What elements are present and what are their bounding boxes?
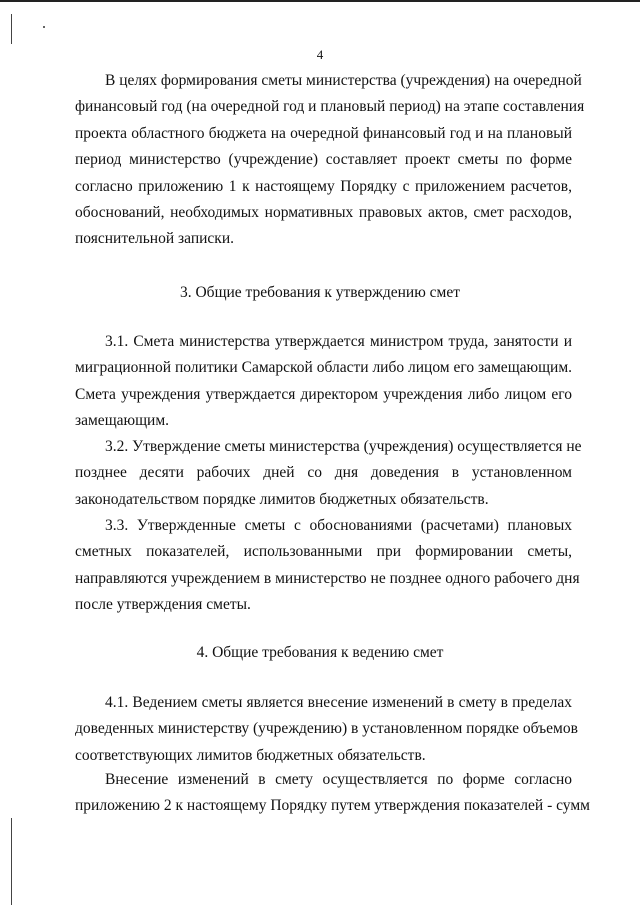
left-margin-mark (11, 14, 12, 44)
text-line: доведенных министерству (учреждению) в установленном порядке объемов (75, 720, 578, 738)
text-line: законодательством порядке лимитов бюджетных обязательств. (75, 490, 489, 508)
text-line: замещающим. (75, 412, 169, 430)
text-line: пояснительной записки. (75, 230, 234, 248)
section-heading: 4. Общие требования к ведению смет (196, 644, 444, 661)
text-line: 3.2. Утверждение сметы министерства (учреждения) осуществляется не (105, 438, 582, 455)
paragraph-3-2 (75, 434, 582, 513)
text-line: приложению 2 к настоящему Порядку путем утверждения показателей - сумм (75, 797, 590, 815)
paragraph-4-1-b (75, 767, 590, 820)
text-line: Смета учреждения утверждается директором учреждения либо лицом его (75, 385, 572, 403)
paragraph-4-1 (75, 690, 578, 769)
text-line: соответствующих лимитов бюджетных обязательств. (75, 746, 426, 764)
text-line: В целях формирования сметы министерства (учреждения) на очередной (105, 72, 582, 89)
paragraph-3-1 (75, 329, 572, 435)
section-heading: 3. Общие требования к утверждению смет (179, 284, 461, 301)
text-line: сметных показателей, использованными при формировании сметы, (75, 543, 572, 561)
scan-speck (43, 26, 45, 28)
text-line: обоснований, необходимых нормативных правовых актов, смет расходов, (75, 204, 572, 222)
page-number: 4 (316, 47, 324, 62)
text-line: 4.1. Ведением сметы является внесение изменений в смету в пределах (105, 694, 572, 711)
text-line: Внесение изменений в смету осуществляется по форме согласно (105, 771, 572, 788)
text-line: направляются учреждением в министерство не позднее одного рабочего дня (75, 569, 580, 587)
text-line: 3.3. Утвержденные сметы с обоснованиями (расчетами) плановых (105, 517, 572, 534)
text-line: проекта областного бюджета на очередной финансовый год и на плановый (75, 124, 572, 142)
text-line: финансовый год (на очередной год и плановый период) на этапе составления (75, 98, 585, 116)
paragraph-3-3 (75, 513, 580, 619)
text-line: после утверждения сметы. (75, 596, 251, 614)
text-line: период министерство (учреждение) составляет проект сметы по форме (75, 151, 572, 169)
text-line: согласно приложению 1 к настоящему Порядку с приложением расчетов, (75, 177, 572, 195)
left-margin-mark (11, 818, 12, 905)
paragraph-intro (75, 68, 585, 253)
text-line: позднее десяти рабочих дней со дня доведения в установленном (75, 464, 572, 482)
text-line: 3.1. Смета министерства утверждается министром труда, занятости и (105, 333, 572, 350)
top-border-line (0, 0, 640, 2)
text-line: миграционной политики Самарской области либо лицом его замещающим. (75, 359, 572, 377)
